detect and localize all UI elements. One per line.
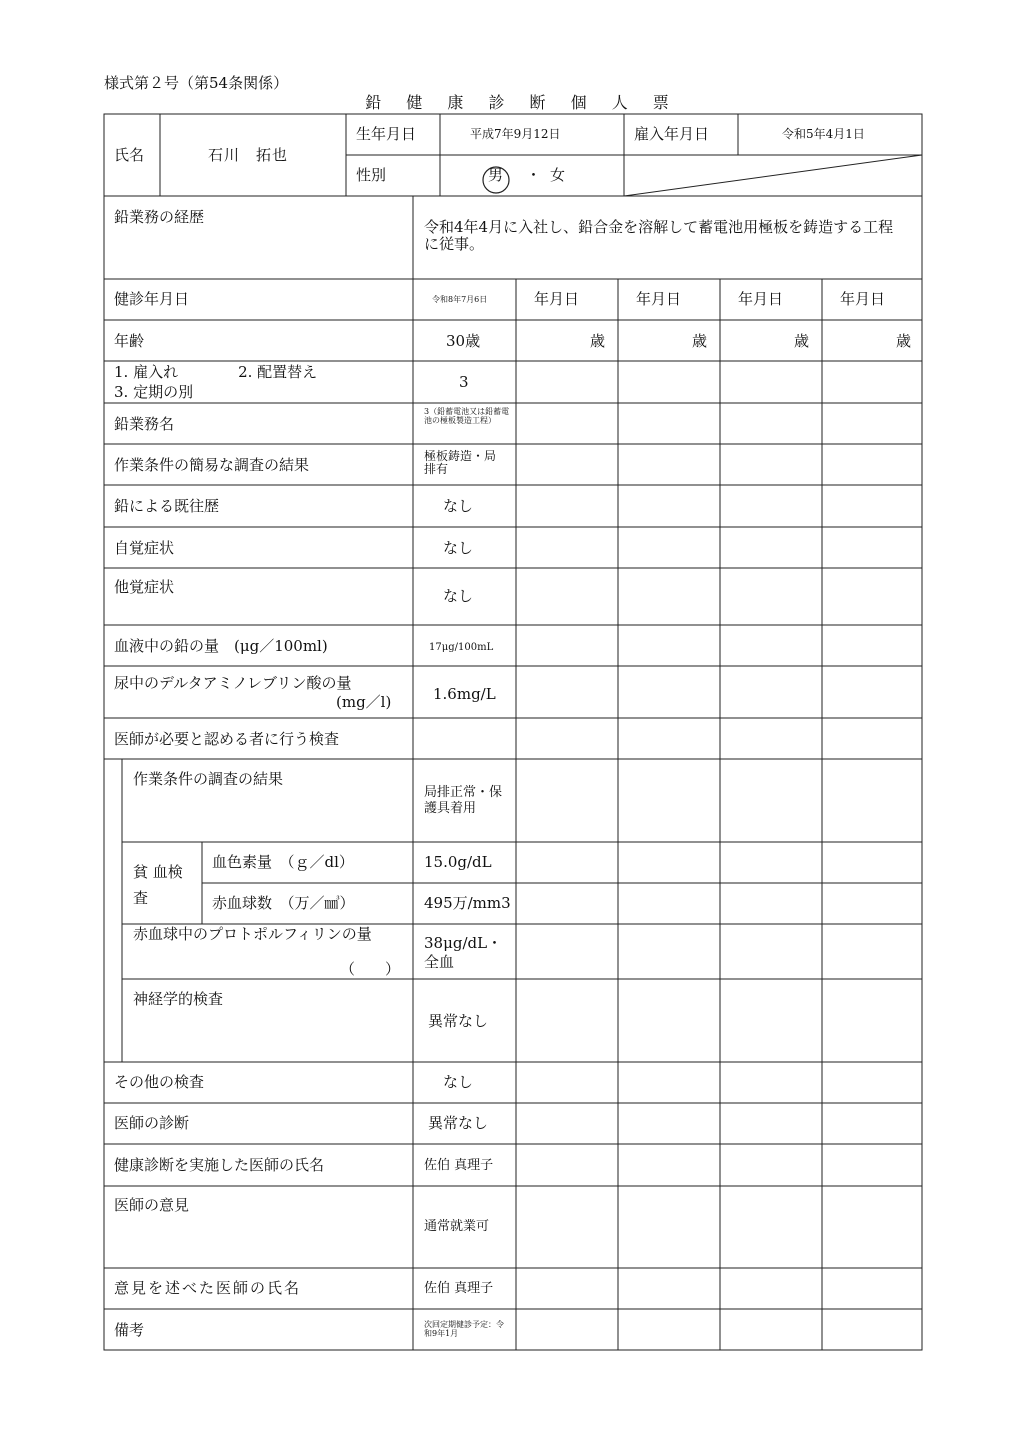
lead-work-name-label: 鉛業務名 bbox=[114, 415, 175, 433]
simple-survey-value: 極板鋳造・局排有 bbox=[424, 449, 497, 477]
age-blank-5: 歳 bbox=[896, 332, 912, 350]
hire-date-value: 令和5年4月1日 bbox=[782, 127, 865, 141]
objective-symptoms-label: 他覚症状 bbox=[114, 578, 175, 596]
urinary-ala-value: 1.6mg/L bbox=[433, 685, 496, 703]
doctor-diagnosis-label: 医師の診断 bbox=[114, 1114, 190, 1132]
rbc-count-label: 赤血球数 （万／㎣） bbox=[212, 894, 355, 912]
anemia-test-label: 貧 血検査 bbox=[133, 863, 183, 907]
form-title: 鉛 健 康 診 断 個 人 票 bbox=[365, 93, 679, 112]
hemoglobin-label: 血色素量 （ｇ／dl） bbox=[212, 853, 354, 871]
hemoglobin-value: 15.0g/dL bbox=[424, 853, 492, 871]
exam-category-label-1: 1. 雇入れ 2. 配置替え bbox=[114, 363, 318, 381]
remarks-label: 備考 bbox=[114, 1321, 145, 1339]
subjective-symptoms-label: 自覚症状 bbox=[114, 539, 175, 557]
simple-survey-label: 作業条件の簡易な調査の結果 bbox=[114, 456, 310, 474]
blood-lead-value: 17μg/100mL bbox=[429, 642, 494, 653]
doctor-required-tests-label: 医師が必要と認める者に行う検査 bbox=[114, 730, 340, 748]
opinion-doctor-name-label: 意見を述べた医師の氏名 bbox=[114, 1279, 302, 1297]
exam-doctor-name-label: 健康診断を実施した医師の氏名 bbox=[114, 1156, 325, 1174]
objective-symptoms-value: なし bbox=[443, 587, 474, 605]
lead-prior-history-label: 鉛による既往歴 bbox=[114, 497, 220, 515]
age-blank-4: 歳 bbox=[794, 332, 810, 350]
doctor-diagnosis-value: 異常なし bbox=[428, 1114, 489, 1132]
neurological-test-value: 異常なし bbox=[428, 1012, 489, 1030]
work-condition-survey-value: 局排正常・保護具着用 bbox=[424, 785, 503, 816]
blood-lead-label: 血液中の鉛の量 (μg／100ml) bbox=[114, 637, 328, 655]
sex-female: 女 bbox=[550, 166, 566, 184]
rbc-count-value: 495万/mm3 bbox=[424, 894, 511, 912]
protoporphyrin-label: 赤血球中のプロトポルフィリンの量 bbox=[133, 925, 372, 943]
hire-date-label: 雇入年月日 bbox=[634, 125, 710, 143]
exam-doctor-name-value: 佐伯 真理子 bbox=[424, 1158, 494, 1173]
work-history-label: 鉛業務の経歴 bbox=[114, 208, 205, 226]
lead-prior-history-value: なし bbox=[443, 497, 474, 515]
other-tests-label: その他の検査 bbox=[114, 1073, 205, 1091]
exam-category-value: 3 bbox=[459, 373, 469, 391]
work-condition-survey-label: 作業条件の調査の結果 bbox=[133, 770, 284, 788]
doctor-opinion-label: 医師の意見 bbox=[114, 1196, 190, 1214]
protoporphyrin-unit: （ ） bbox=[340, 960, 401, 978]
urinary-ala-label: 尿中のデルタアミノレブリン酸の量 bbox=[114, 674, 352, 692]
age-blank-2: 歳 bbox=[590, 332, 606, 350]
sex-male: 男 bbox=[488, 166, 504, 184]
exam-date-blank-2: 年月日 bbox=[534, 290, 580, 308]
opinion-doctor-name-value: 佐伯 真理子 bbox=[424, 1281, 494, 1296]
form-number: 様式第２号（第54条関係） bbox=[104, 74, 289, 92]
remarks-value: 次回定期健診予定：令和9年1月 bbox=[424, 1320, 504, 1339]
exam-date-value: 令和8年7月6日 bbox=[432, 295, 488, 304]
exam-date-label: 健診年月日 bbox=[114, 290, 190, 308]
work-history-value: 令和4年4月に入社し、鉛合金を溶解して蓄電池用極板を鋳造する工程に従事。 bbox=[424, 218, 894, 253]
other-tests-value: なし bbox=[443, 1073, 474, 1091]
birth-date-label: 生年月日 bbox=[356, 125, 417, 143]
sex-label: 性別 bbox=[356, 166, 387, 184]
protoporphyrin-value: 38μg/dL・全血 bbox=[424, 934, 503, 971]
exam-date-blank-4: 年月日 bbox=[738, 290, 784, 308]
age-label: 年齢 bbox=[114, 332, 145, 350]
age-blank-3: 歳 bbox=[692, 332, 708, 350]
lead-work-name-value: 3（鉛蓄電池又は鉛蓄電池の極板製造工程） bbox=[424, 407, 510, 426]
name-value: 石川 拓也 bbox=[208, 146, 289, 164]
urinary-ala-unit: (mg／l) bbox=[336, 693, 392, 711]
birth-date-value: 平成7年9月12日 bbox=[470, 127, 561, 141]
name-label: 氏名 bbox=[114, 146, 145, 164]
neurological-test-label: 神経学的検査 bbox=[133, 990, 224, 1008]
exam-date-blank-3: 年月日 bbox=[636, 290, 682, 308]
subjective-symptoms-value: なし bbox=[443, 539, 474, 557]
exam-category-label-2: 3. 定期の別 bbox=[114, 383, 194, 401]
doctor-opinion-value: 通常就業可 bbox=[424, 1219, 490, 1234]
exam-date-blank-5: 年月日 bbox=[840, 290, 886, 308]
sex-separator: ・ bbox=[526, 166, 542, 184]
age-value: 30歳 bbox=[446, 332, 481, 350]
